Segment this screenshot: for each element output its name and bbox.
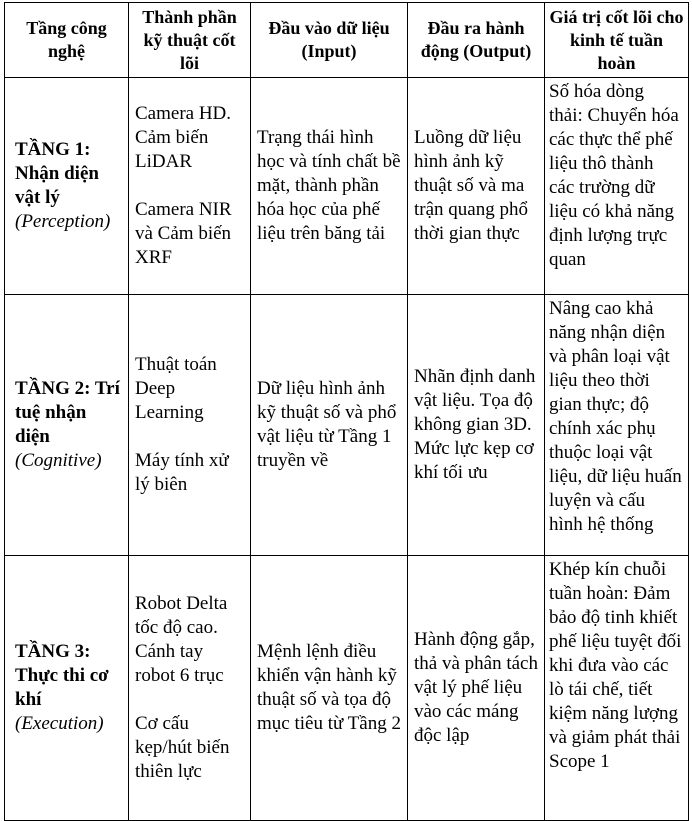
- value-cell: Khép kín chuỗi tuần hoàn: Đảm bảo độ tinh khiết phế liệu tuyệt đối khi đưa vào các lò tái chế, tiết kiệm năng lượng và giảm phát thải Scope 1: [545, 556, 689, 821]
- input-cell: Trạng thái hình học và tính chất bề mặt, thành phần hóa học của phế liệu trên băng tải: [251, 78, 408, 295]
- header-output: Đầu ra hành động (Output): [408, 3, 545, 78]
- components-cell: [129, 556, 251, 821]
- components-cell: [129, 78, 251, 295]
- layer-cell: [5, 556, 129, 821]
- component-item: Cơ cấu kẹp/hút biến thiên lực: [135, 713, 230, 782]
- components-cell: [129, 295, 251, 556]
- component-item: Camera NIR và Cảm biến XRF: [135, 199, 232, 268]
- layer-subtitle: (Perception): [15, 211, 111, 232]
- component-item: Máy tính xử lý biên: [135, 450, 229, 495]
- layer-cell: [5, 78, 129, 295]
- header-layer: Tầng công nghệ: [5, 3, 129, 78]
- header-input: Đầu vào dữ liệu (Input): [251, 3, 408, 78]
- output-cell: Nhãn định danh vật liệu. Tọa độ không gian 3D. Mức lực kẹp cơ khí tối ưu: [408, 295, 545, 556]
- table-row: [5, 295, 689, 556]
- layer-subtitle: (Cognitive): [15, 450, 102, 471]
- document-page: [4, 2, 689, 821]
- layer-subtitle: (Execution): [15, 713, 104, 734]
- value-cell: Số hóa dòng thải: Chuyển hóa các thực thể phế liệu thô thành các trường dữ liệu có khả năng định lượng trực quan: [545, 78, 689, 295]
- input-cell: Dữ liệu hình ảnh kỹ thuật số và phổ vật liệu từ Tầng 1 truyền về: [251, 295, 408, 556]
- header-value: Giá trị cốt lõi cho kinh tế tuần hoàn: [545, 3, 689, 78]
- table-header-row: [5, 3, 689, 78]
- table-row: [5, 556, 689, 821]
- header-components: Thành phần kỹ thuật cốt lõi: [129, 3, 251, 78]
- output-cell: Hành động gắp, thả và phân tách vật lý phế liệu vào các máng độc lập: [408, 556, 545, 821]
- component-item: Thuật toán Deep Learning: [135, 354, 217, 423]
- output-cell: Luồng dữ liệu hình ảnh kỹ thuật số và ma trận quang phổ thời gian thực: [408, 78, 545, 295]
- layer-name: TẦNG 3: Thực thi cơ khí: [15, 641, 109, 710]
- component-item: Robot Delta tốc độ cao. Cánh tay robot 6 trục: [135, 593, 228, 686]
- technology-layers-table: [4, 2, 689, 821]
- layer-cell: [5, 295, 129, 556]
- value-cell: Nâng cao khả năng nhận diện và phân loại vật liệu theo thời gian thực; độ chính xác phụ thuộc loại vật liệu, dữ liệu huấn luyện và cấu hình hệ thống: [545, 295, 689, 556]
- table-row: [5, 78, 689, 295]
- layer-name: TẦNG 1: Nhận diện vật lý: [15, 139, 99, 208]
- component-item: Camera HD. Cảm biến LiDAR: [135, 103, 232, 172]
- layer-name: TẦNG 2: Trí tuệ nhận diện: [15, 378, 120, 447]
- input-cell: Mệnh lệnh điều khiển vận hành kỹ thuật số và tọa độ mục tiêu từ Tầng 2: [251, 556, 408, 821]
